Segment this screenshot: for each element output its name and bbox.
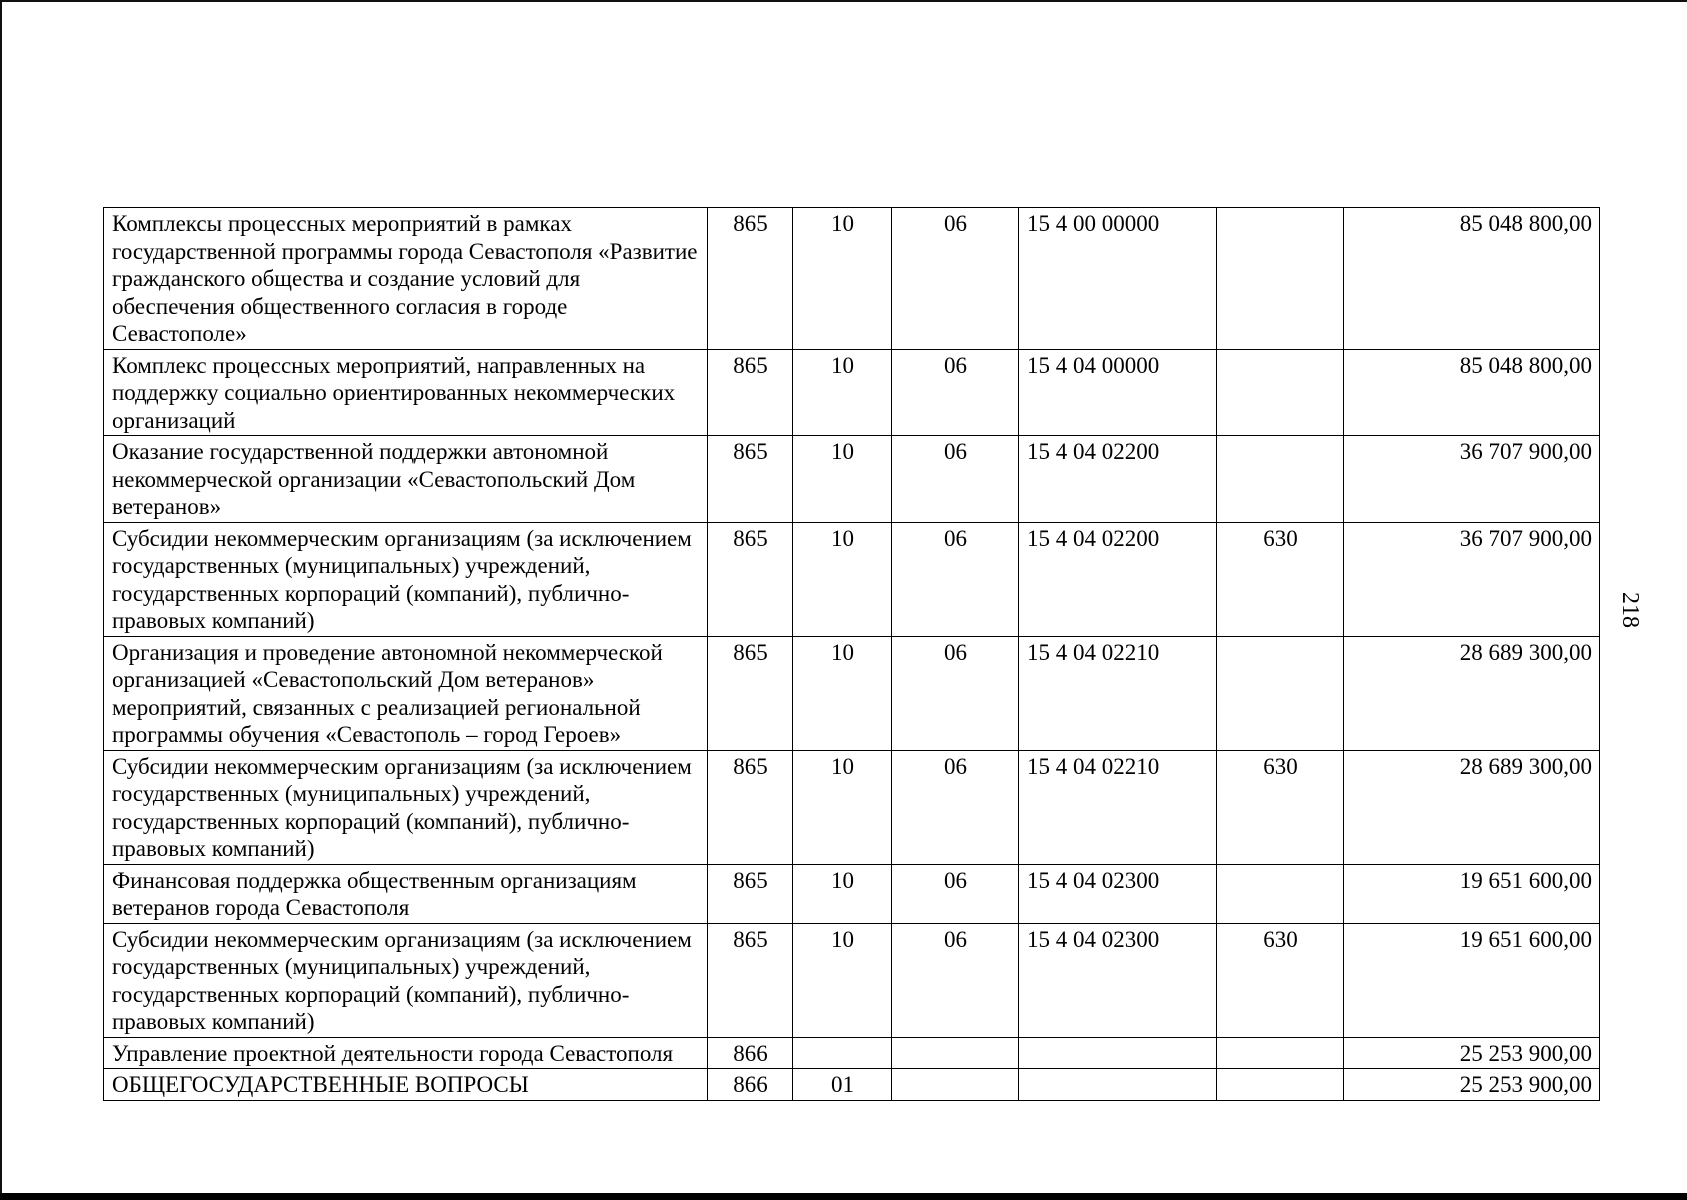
row-rz: 10 [793, 522, 892, 636]
row-sum: 19 651 600,00 [1344, 864, 1600, 923]
table-row [104, 1069, 1600, 1101]
row-csr [1019, 1069, 1217, 1101]
row-pr: 06 [892, 923, 1019, 1037]
row-sum: 25 253 900,00 [1344, 1037, 1600, 1069]
table-row [104, 436, 1600, 523]
row-name: Организация и проведение автономной некоммерческой организацией «Севастопольский Дом ветеранов» мероприятий, связанных с реализацией региональной программы обучения «Севастополь – город Героев» [104, 636, 708, 750]
row-rz: 10 [793, 349, 892, 436]
row-vr [1217, 636, 1344, 750]
table-row [104, 636, 1600, 750]
row-sum: 28 689 300,00 [1344, 636, 1600, 750]
page-number: 218 [1617, 592, 1643, 628]
row-rz: 10 [793, 923, 892, 1037]
row-vr [1217, 436, 1344, 523]
row-sum: 36 707 900,00 [1344, 522, 1600, 636]
table-row [104, 208, 1600, 350]
row-name: Субсидии некоммерческим организациям (за исключением государственных (муниципальных) учреждений, государственных корпораций (компаний), публично-правовых компаний) [104, 923, 708, 1037]
row-rz: 10 [793, 208, 892, 350]
row-vr: 630 [1217, 750, 1344, 864]
row-name: Оказание государственной поддержки автономной некоммерческой организации «Севастопольский Дом ветеранов» [104, 436, 708, 523]
row-ved: 866 [708, 1037, 793, 1069]
row-sum: 85 048 800,00 [1344, 349, 1600, 436]
row-pr: 06 [892, 208, 1019, 350]
row-name: Субсидии некоммерческим организациям (за исключением государственных (муниципальных) учреждений, государственных корпораций (компаний), публично-правовых компаний) [104, 522, 708, 636]
row-csr [1019, 1037, 1217, 1069]
row-pr: 06 [892, 636, 1019, 750]
row-vr [1217, 1037, 1344, 1069]
table-row [104, 349, 1600, 436]
row-ved: 866 [708, 1069, 793, 1101]
row-rz [793, 1037, 892, 1069]
row-csr: 15 4 04 02200 [1019, 522, 1217, 636]
row-sum: 28 689 300,00 [1344, 750, 1600, 864]
row-rz: 10 [793, 436, 892, 523]
row-rz: 10 [793, 636, 892, 750]
row-ved: 865 [708, 208, 793, 350]
row-ved: 865 [708, 522, 793, 636]
row-ved: 865 [708, 436, 793, 523]
row-ved: 865 [708, 750, 793, 864]
row-rz: 10 [793, 864, 892, 923]
table-row [104, 923, 1600, 1037]
row-name: Управление проектной деятельности города Севастополя [104, 1037, 708, 1069]
row-csr: 15 4 04 02200 [1019, 436, 1217, 523]
row-vr: 630 [1217, 923, 1344, 1037]
row-name: Субсидии некоммерческим организациям (за исключением государственных (муниципальных) учреждений, государственных корпораций (компаний), публично-правовых компаний) [104, 750, 708, 864]
row-rz: 10 [793, 750, 892, 864]
table-row [104, 864, 1600, 923]
row-ved: 865 [708, 636, 793, 750]
row-pr: 06 [892, 522, 1019, 636]
row-name: Комплекс процессных мероприятий, направленных на поддержку социально ориентированных некоммерческих организаций [104, 349, 708, 436]
row-vr [1217, 1069, 1344, 1101]
table-row [104, 1037, 1600, 1069]
row-name: ОБЩЕГОСУДАРСТВЕННЫЕ ВОПРОСЫ [104, 1069, 708, 1101]
row-vr [1217, 349, 1344, 436]
row-ved: 865 [708, 923, 793, 1037]
scan-border-bottom [0, 1193, 1687, 1200]
table-row [104, 522, 1600, 636]
row-vr [1217, 864, 1344, 923]
row-ved: 865 [708, 349, 793, 436]
row-sum: 25 253 900,00 [1344, 1069, 1600, 1101]
row-csr: 15 4 00 00000 [1019, 208, 1217, 350]
row-sum: 36 707 900,00 [1344, 436, 1600, 523]
table-row [104, 750, 1600, 864]
scan-border-left [0, 0, 2, 1200]
row-pr: 06 [892, 864, 1019, 923]
row-csr: 15 4 04 02210 [1019, 636, 1217, 750]
row-csr: 15 4 04 02300 [1019, 864, 1217, 923]
row-csr: 15 4 04 02300 [1019, 923, 1217, 1037]
row-pr [892, 1069, 1019, 1101]
row-ved: 865 [708, 864, 793, 923]
row-name: Комплексы процессных мероприятий в рамках государственной программы города Севастополя «Развитие гражданского общества и создание условий для обеспечения общественного согласия в городе Севастополе» [104, 208, 708, 350]
row-vr: 630 [1217, 522, 1344, 636]
row-rz: 01 [793, 1069, 892, 1101]
budget-table [103, 207, 1600, 1101]
scan-border-top [0, 0, 1687, 2]
row-pr: 06 [892, 436, 1019, 523]
row-pr: 06 [892, 750, 1019, 864]
row-sum: 85 048 800,00 [1344, 208, 1600, 350]
row-name: Финансовая поддержка общественным организациям ветеранов города Севастополя [104, 864, 708, 923]
row-pr [892, 1037, 1019, 1069]
row-csr: 15 4 04 00000 [1019, 349, 1217, 436]
row-vr [1217, 208, 1344, 350]
row-csr: 15 4 04 02210 [1019, 750, 1217, 864]
row-sum: 19 651 600,00 [1344, 923, 1600, 1037]
row-pr: 06 [892, 349, 1019, 436]
